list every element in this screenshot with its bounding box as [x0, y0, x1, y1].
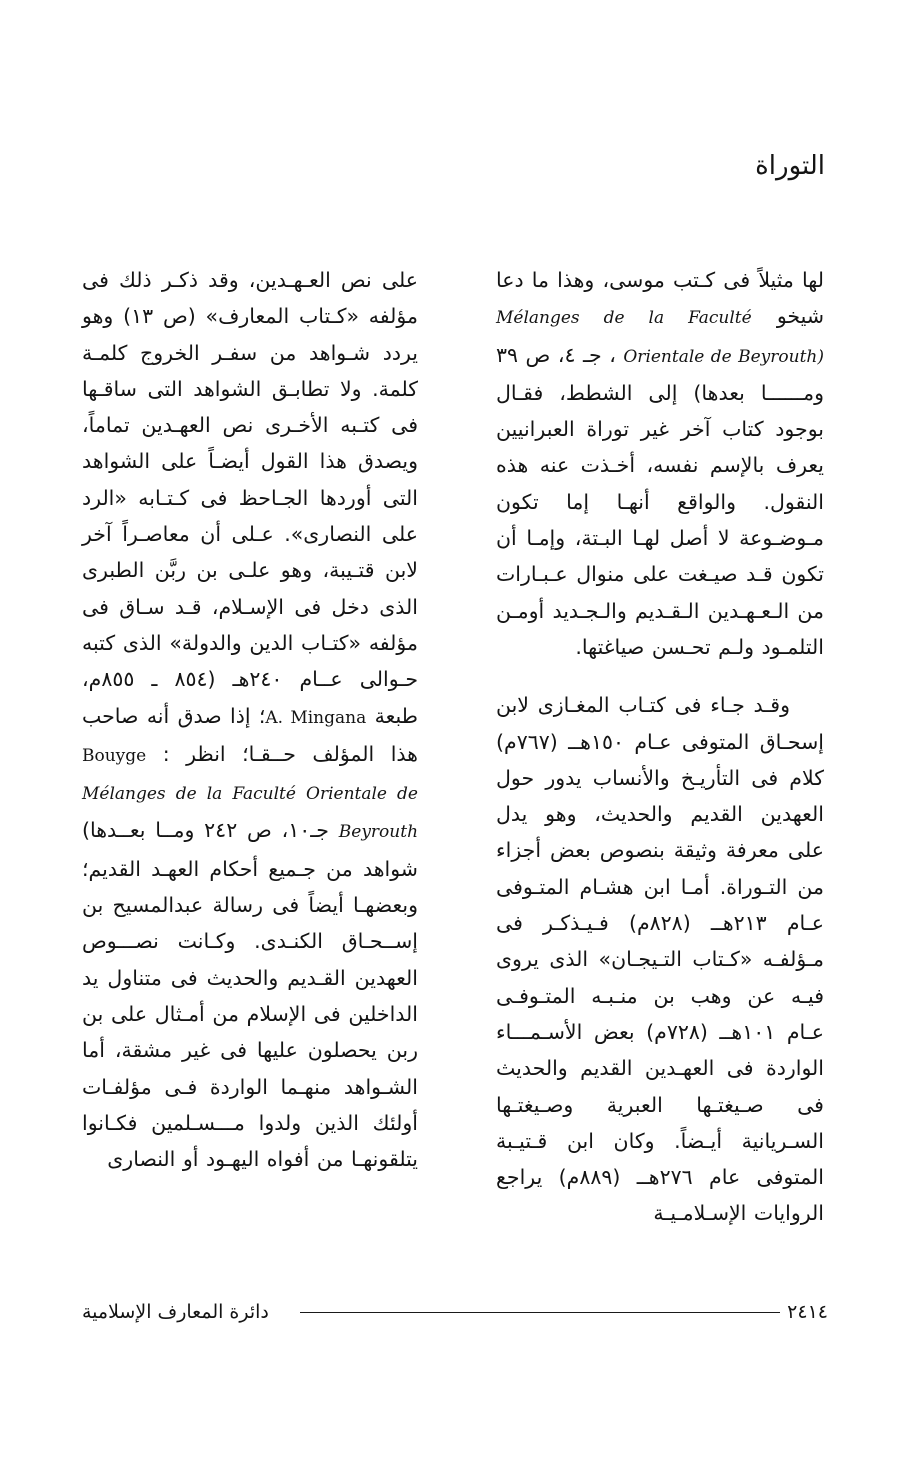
left-text-3: : [162, 741, 170, 766]
page-footer [82, 1297, 828, 1327]
left-text-4: جـ١٠، ص ٢٤٢ ومــا بعــدها) شواهد من جـميع أحكام العهـد القديم؛ وبعضهـا أيضاً فى رسالة عبدالمسيح بن إســحـاق الكنـدى. وكـانت نصـــوص العهدين القـديم والحديث فى متناول يد الداخلين فى الإسلام من أمـثال على بن ربن يحصلون عليها فى غير مشقة، أما الشـواهد منهـما الواردة فـى مؤلفـات أولئك الذين ولدوا مـــسـلمين فكـانوا يتلقونهـا من أفواه اليهـود أو النصارى [82, 818, 418, 1172]
page-number: ٢٤١٤ [787, 1301, 828, 1323]
footer-title: دائرة المعارف الإسلامية [82, 1301, 269, 1323]
left-text-2: ؛ إذا صدق أنه صاحب هذا المؤلف حــقـا؛ انظر [82, 703, 418, 766]
right-p1-text-b: ، جـ ٤، ص ٣٩ ومــــــا بعدها) إلى الشطط، فقـال بوجود كتاب آخر غير توراة العبرانيين يعرف بالإسم نفسه، أخـذت عنه هذه النقول. والواقع أنهـا إما تكون مـوضـوعة لا أصل لهـا البـتة، وإمـا أن تكون قـد صيـغت على منوال عـبـارات من الـعـهـدين الـقـديم والـجـديد أومـن التلمـود ولـم تحـسن صياغتها. [496, 342, 824, 659]
right-column-paragraph-2: وقـد جـاء فى كتـاب المغـازى لابن إسحـاق المتوفى عـام ١٥٠هــ (٧٦٧م) كلام فى التأريـخ والأنساب يدور حول العهدين القديم والحديث، وهو يدل على معرفة وثيقة بنصوص بعض أجزاء من التـوراة. أمـا ابن هشـام المتـوفى عـام ٢١٣هــ (٨٢٨م) فـيـذكـر فى مـؤلفـه «كـتاب التـيجـان» الذى يروى فيـه عن وهب بن منـبـه المتـوفـى عـام ١٠١هــ (٧٢٨م) بعض الأسـمـــاء الواردة فى العهـدين القديم والحديث فى صـيغتـها العبرية وصـيغتـها السـريانية أيـضاً. وكان ابن قـتيـبة المتوفى عام ٢٧٦هــ (٨٨٩م) يراجع الروايات الإسـلامـيـة [496, 693, 824, 1226]
running-head: التوراة [755, 151, 825, 181]
left-text-1: على نص العـهـدين، وقد ذكـر ذلك فى مؤلفه «كـتاب المعارف» (ص ١٣) وهو يردد شـواهد من سفـر الخروج كلمـة كلمة. ولا تطابـق الشواهد التى ساقـها فى كتـبه الأخـرى نص العهـدين تماماً، ويصدق هذا القول أيضـاً على الشواهد التى أوردها الجـاحظ فى كـتـابه «الرد على النصارى». عـلى أن معاصـراً آخر لابن قتـيبة، وهو علـى بن ربَّن الطبرى الذى دخل فى الإسـلام، قـد سـاق فى مؤلفه «كتـاب الدين والدولة» الذى كتبه حـوالى عــام ٢٤٠هـ (٨٥٤ ـ ٨٥٥م، طبعة [82, 268, 418, 728]
left-latin-bouyge: Bouyge [82, 745, 147, 766]
left-latin-melanges: Mélanges de la Faculté Orientale de Beyrouth [82, 784, 419, 843]
right-p1-text-a: لها مثيلاً فى كـتب موسى، وهذا ما دعا شيخو [496, 268, 824, 329]
left-latin-mingana: A. Mingana [265, 707, 367, 728]
left-column-paragraph [82, 262, 418, 1177]
footer-rule [300, 1312, 780, 1313]
right-column [496, 262, 824, 1232]
right-column-paragraph-1 [496, 262, 824, 665]
right-p1-latin-citation: Mélanges de la Faculté Orientale de Beyrouth) [496, 308, 824, 367]
left-column [82, 262, 418, 1177]
